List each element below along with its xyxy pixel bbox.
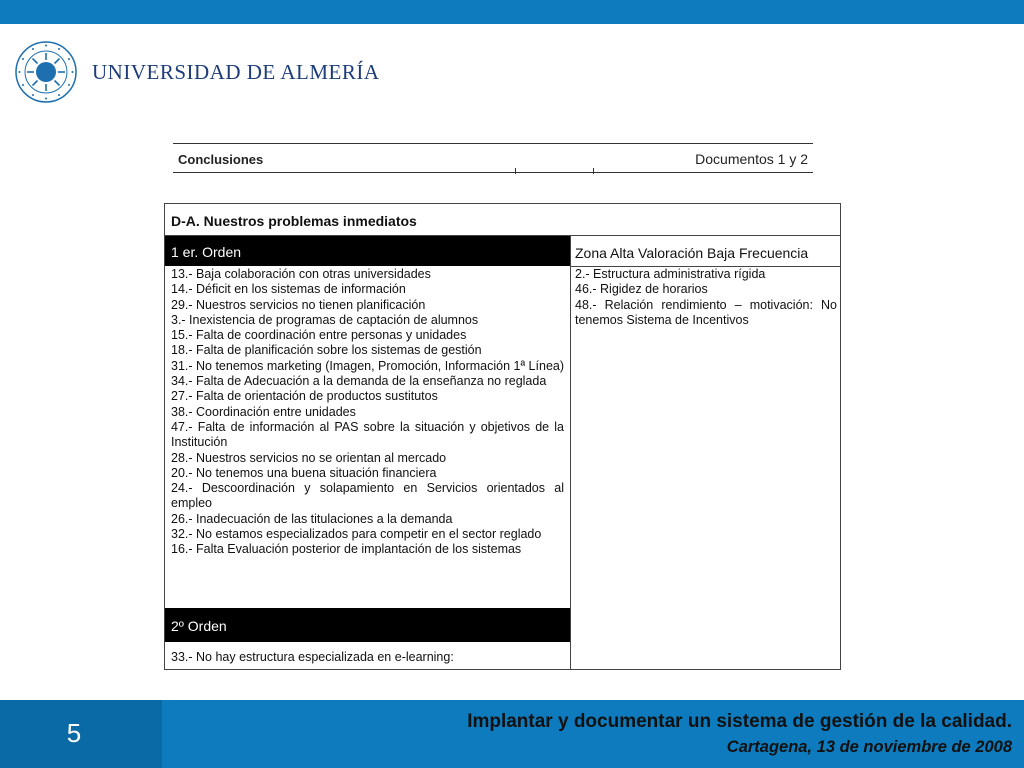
header-divider-tick	[593, 168, 594, 174]
list-item: 48.- Relación rendimiento – motivación: No tenemos Sistema de Incentivos	[575, 297, 837, 327]
documents-label: Documentos 1 y 2	[695, 151, 808, 167]
list-item: 28.- Nuestros servicios no se orientan al mercado	[171, 450, 447, 465]
list-item: 32.- No estamos especializados para competir en el sector reglado	[171, 527, 542, 542]
list-item: 3.- Inexistencia de programas de captación de alumnos	[171, 312, 479, 327]
list-item: 26.- Inadecuación de las titulaciones a la demanda	[171, 511, 453, 526]
slide-number-box	[0, 700, 162, 768]
list-item: 31.- No tenemos marketing (Imagen, Promoción, Información 1ª Línea)	[171, 358, 565, 373]
list-item: 47.- Falta de información al PAS sobre la situación y objetivos de la Institución	[171, 419, 564, 450]
conclusions-label: Conclusiones	[178, 152, 264, 167]
list-item: 13.- Baja colaboración con otras universidades	[171, 267, 431, 281]
first-order-label: 1 er. Orden	[171, 244, 242, 260]
footer-bar	[0, 700, 1024, 768]
column-divider	[570, 236, 571, 669]
footer-subtitle: Cartagena, 13 de noviembre de 2008	[726, 738, 1012, 756]
top-bar	[0, 0, 1024, 24]
problems-table	[164, 203, 841, 670]
list-item: 15.- Falta de coordinación entre personas y unidades	[171, 328, 467, 343]
list-item: 33.- No hay estructura especializada en e-learning:	[171, 650, 454, 664]
university-name: UNIVERSIDAD DE ALMERÍA	[92, 59, 380, 84]
list-item: 18.- Falta de planificación sobre los sistemas de gestión	[171, 343, 482, 358]
list-item: 24.- Descoordinación y solapamiento en Servicios orientados al empleo	[171, 481, 564, 511]
list-item: 46.- Rigidez de horarios	[575, 282, 708, 297]
first-order-band	[165, 236, 570, 266]
list-item: 34.- Falta de Adecuación a la demanda de la enseñanza no reglada	[171, 374, 547, 389]
first-order-list	[171, 267, 564, 558]
list-item: 2.- Estructura administrativa rígida	[575, 267, 766, 281]
slide-number: 5	[66, 718, 82, 748]
footer-title: Implantar y documentar un sistema de gestión de la calidad.	[467, 711, 1012, 732]
right-column-list	[575, 267, 837, 328]
list-item: 14.- Déficit en los sistemas de información	[171, 282, 406, 297]
right-column-heading: Zona Alta Valoración Baja Frecuencia	[575, 245, 809, 261]
university-logo	[14, 40, 380, 104]
second-order-band	[165, 608, 570, 642]
table-title: D-A. Nuestros problemas inmediatos	[165, 204, 840, 236]
list-item: 29.- Nuestros servicios no tienen planificación	[171, 297, 426, 312]
list-item: 38.- Coordinación entre unidades	[171, 404, 356, 419]
second-order-label: 2º Orden	[171, 618, 227, 634]
document-header	[173, 143, 813, 173]
university-seal-icon	[14, 40, 78, 104]
list-item: 20.- No tenemos una buena situación financiera	[171, 465, 437, 480]
list-item: 27.- Falta de orientación de productos sustitutos	[171, 389, 438, 404]
list-item: 16.- Falta Evaluación posterior de implantación de los sistemas	[171, 542, 522, 557]
header-divider-tick	[515, 168, 516, 174]
